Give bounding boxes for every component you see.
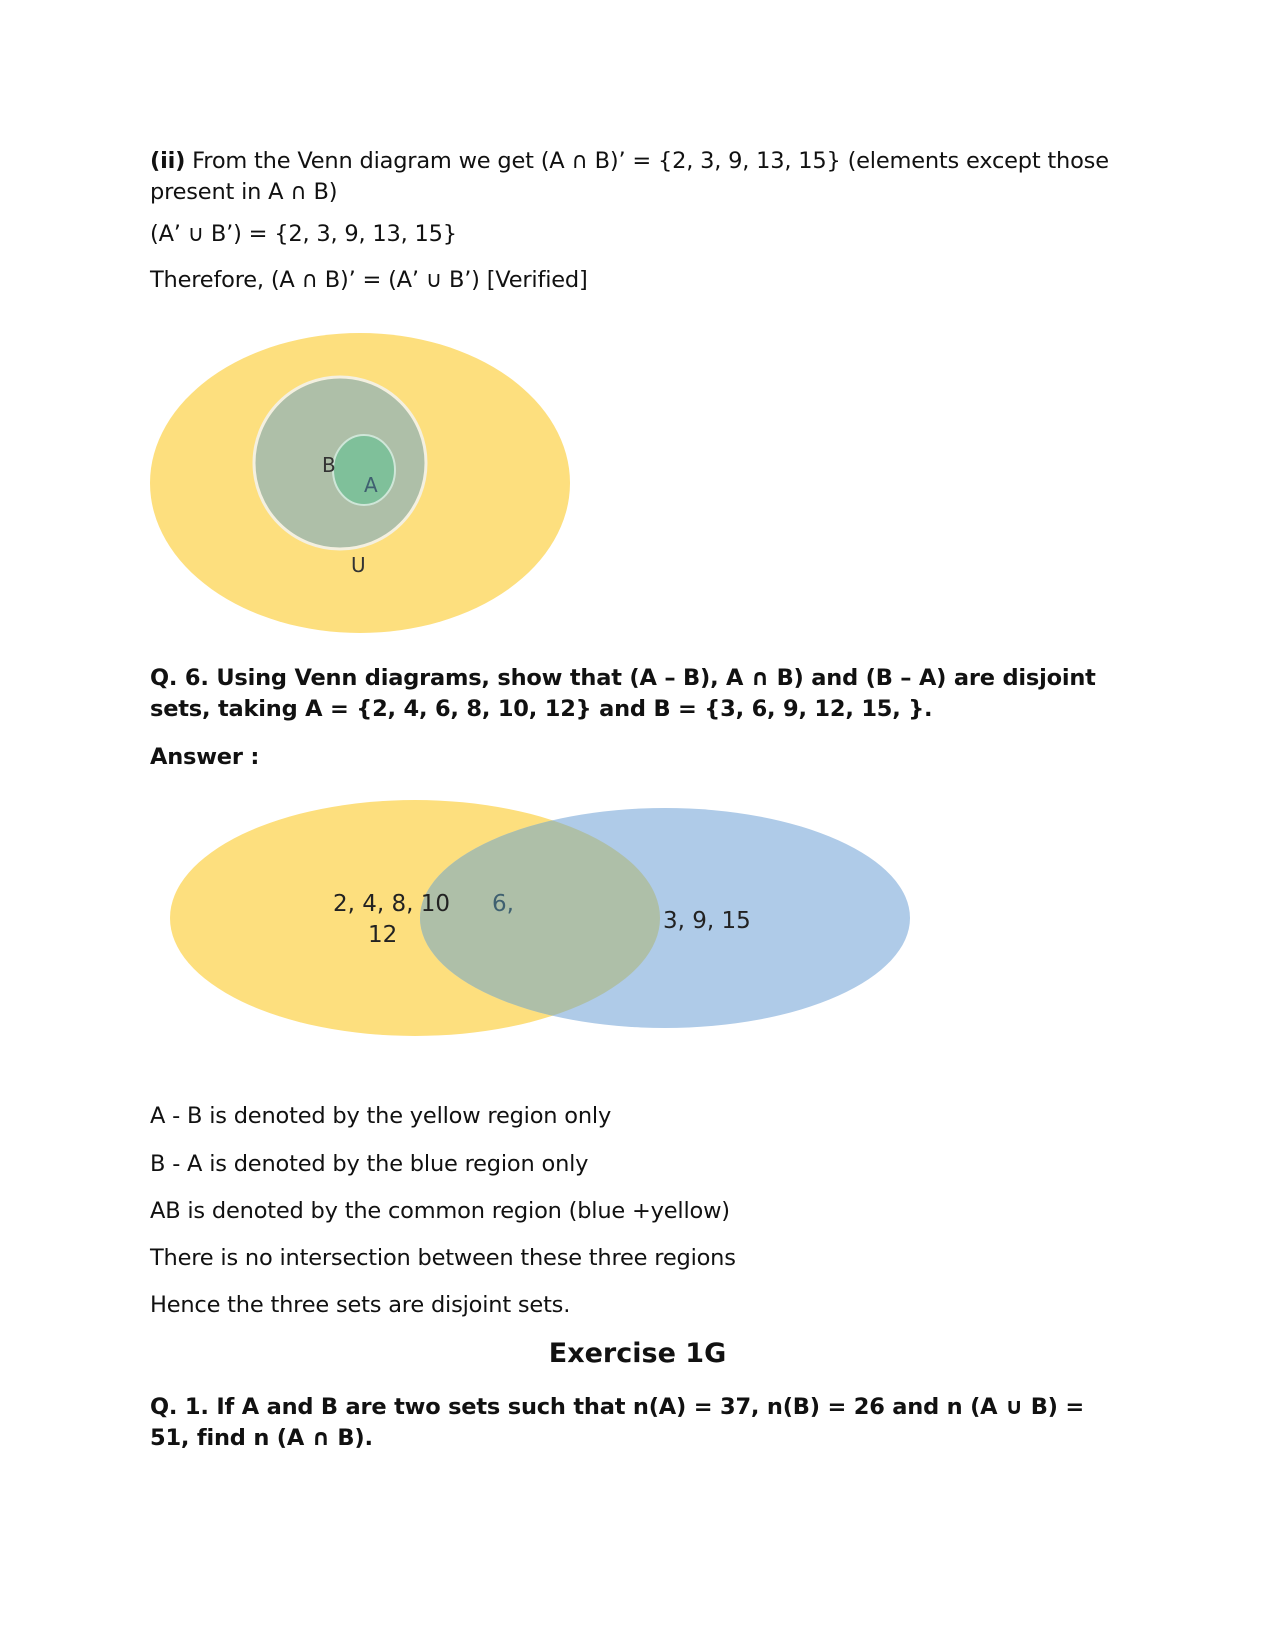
venn-diagram-subset xyxy=(150,330,590,640)
explanation-line: There is no intersection between these three regions xyxy=(150,1245,736,1271)
part-ii-label: (ii) xyxy=(150,148,186,174)
label-universe: U xyxy=(351,553,366,577)
a-only-values-line1: 2, 4, 8, 10 xyxy=(333,891,451,917)
label-a: A xyxy=(364,473,378,497)
explanation-line: A - B is denoted by the yellow region only xyxy=(150,1103,612,1129)
part-ii-text: From the Venn diagram we get (A ∩ B)’ = {2, 3, 9, 13, 15} (elements except those present in A ∩ B) xyxy=(150,148,1109,205)
part-ii-conclusion: Therefore, (A ∩ B)’ = (A’ ∪ B’) [Verified] xyxy=(150,267,588,293)
question-6: Q. 6. Using Venn diagrams, show that (A – B), A ∩ B) and (B – A) are disjoint sets, taking A = {2, 4, 6, 8, 10, 12} and B = {3, 6, 9, 12, 15, }. xyxy=(150,665,1096,722)
venn-diagram-disjoint xyxy=(170,800,910,1040)
explanation-line: AB is denoted by the common region (blue +yellow) xyxy=(150,1198,730,1224)
answer-label: Answer : xyxy=(150,744,260,770)
part-ii-statement xyxy=(150,146,1130,208)
intersection-values: 6, xyxy=(492,891,514,917)
explanation-line: B - A is denoted by the blue region only xyxy=(150,1151,589,1177)
exercise-title: Exercise 1G xyxy=(548,1338,727,1369)
label-b: B xyxy=(322,453,336,477)
explanation-line: Hence the three sets are disjoint sets. xyxy=(150,1292,571,1318)
exercise-question-1: Q. 1. If A and B are two sets such that n(A) = 37, n(B) = 26 and n (A ∪ B) = 51, find n (A ∩ B). xyxy=(150,1394,1085,1451)
a-only-values-line2: 12 xyxy=(368,922,398,948)
b-only-values: 3, 9, 15 xyxy=(663,908,751,934)
part-ii-union-complement: (A’ ∪ B’) = {2, 3, 9, 13, 15} xyxy=(150,221,457,247)
